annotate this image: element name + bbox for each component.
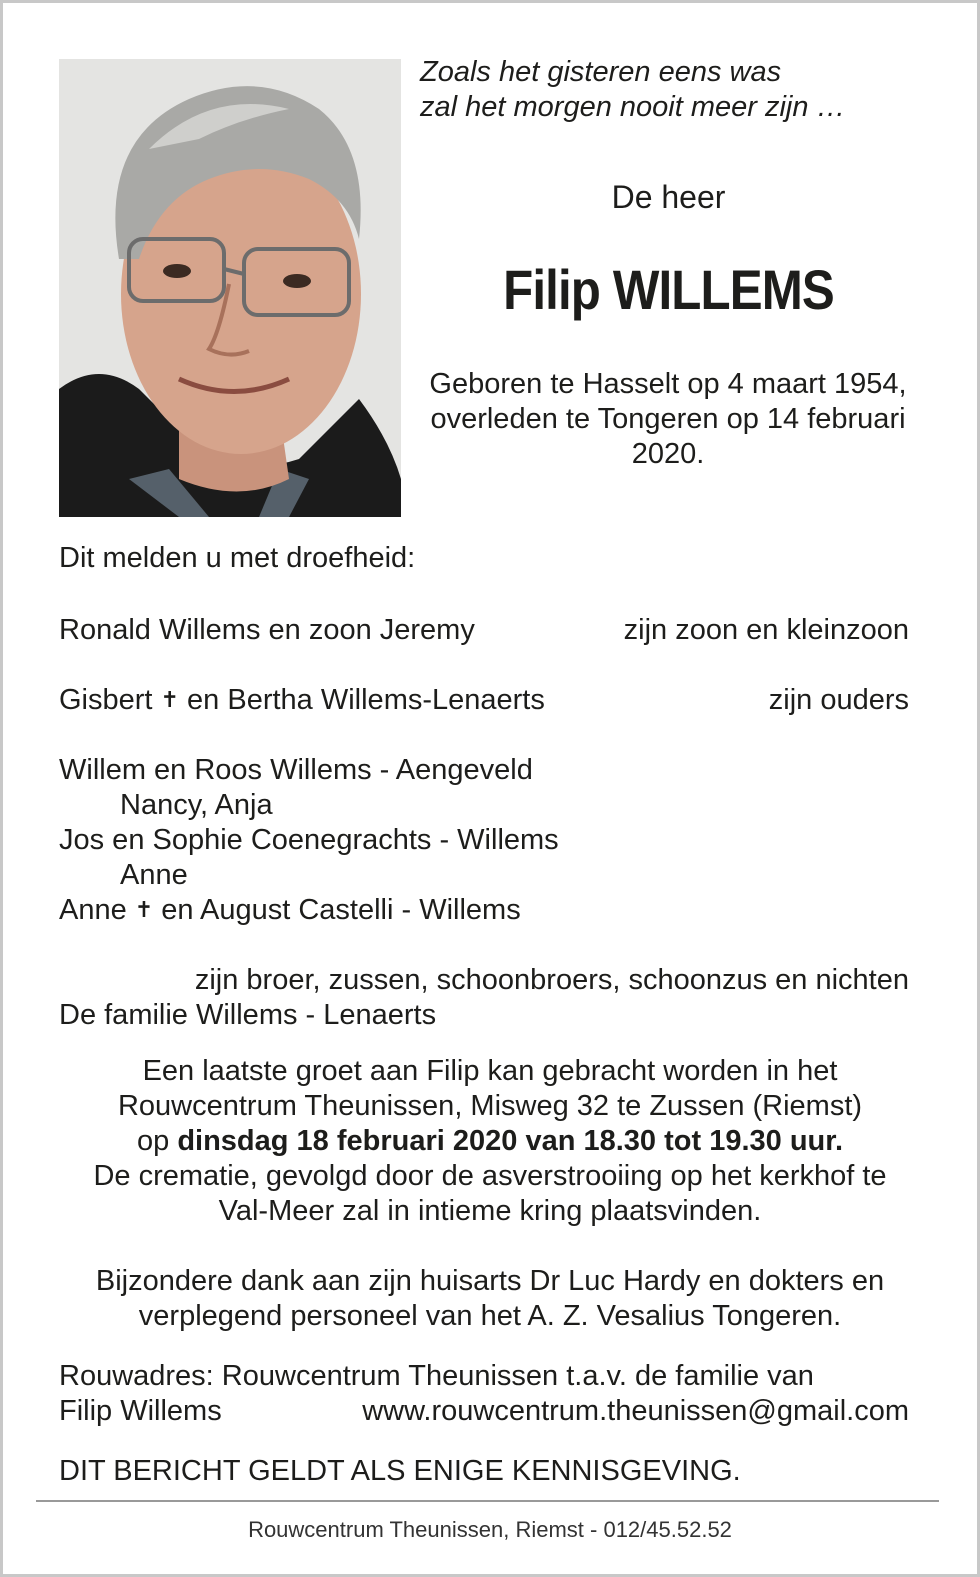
notice-text: DIT BERICHT GELDT ALS ENIGE KENNISGEVING.	[59, 1455, 741, 1487]
quote-line-2: zal het morgen nooit meer zijn …	[420, 91, 846, 123]
address-email[interactable]: www.rouwcentrum.theunissen@gmail.com	[362, 1395, 909, 1427]
quote-line-1: Zoals het gisteren eens was	[420, 56, 782, 88]
deceased-name: Filip WILLEMS	[503, 258, 834, 321]
family-relation-3: zijn broer, zussen, schoonbroers, schoonzus en nichten	[194, 964, 909, 996]
footer-text: Rouwcentrum Theunissen, Riemst - 012/45.52.52	[248, 1517, 732, 1542]
quote	[420, 55, 846, 125]
family-name-1: Ronald Willems en zoon Jeremy	[59, 614, 475, 646]
portrait-photo	[59, 59, 401, 517]
family-line-7	[59, 893, 521, 929]
thanks-text	[33, 1264, 947, 1334]
address-line-1: Rouwadres: Rouwcentrum Theunissen t.a.v. de familie van	[59, 1360, 814, 1392]
farewell-line-1: Een laatste groet aan Filip kan gebracht worden in het	[142, 1055, 838, 1087]
farewell-line-4: De crematie, gevolgd door de asverstrooiing op het kerkhof te	[93, 1160, 887, 1192]
family-relation-2: zijn ouders	[768, 684, 909, 716]
family-line-7b: en August Castelli - Willems	[161, 894, 521, 926]
intro-text: Dit melden u met droefheid:	[59, 542, 416, 574]
farewell-date: dinsdag 18 februari 2020 van 18.30 tot 19.30 uur.	[177, 1125, 843, 1157]
family-line-5: Jos en Sophie Coenegrachts - Willems	[59, 824, 559, 856]
farewell-line-3	[33, 1124, 947, 1159]
address-name: Filip Willems	[59, 1395, 222, 1427]
farewell-line-2: Rouwcentrum Theunissen, Misweg 32 te Zussen (Riemst)	[117, 1090, 863, 1122]
family-line-6: Anne	[120, 859, 188, 891]
family-line-7a: Anne	[59, 894, 127, 926]
family-name-2a: Gisbert	[59, 684, 153, 716]
family-line-3: Willem en Roos Willems - Aengeveld	[59, 754, 533, 786]
family-line-family: De familie Willems - Lenaerts	[59, 999, 437, 1031]
cross-icon: ✝	[160, 687, 179, 712]
thanks-line-1: Bijzondere dank aan zijn huisarts Dr Luc Hardy en dokters en	[95, 1265, 885, 1297]
family-name-2b: en Bertha Willems-Lenaerts	[187, 684, 545, 716]
farewell-line-5: Val-Meer zal in intieme kring plaatsvinden.	[218, 1195, 762, 1227]
farewell-line-3-prefix: op	[136, 1125, 170, 1157]
thanks-line-2: verplegend personeel van het A. Z. Vesalius Tongeren.	[138, 1300, 842, 1332]
family-line-4: Nancy, Anja	[120, 789, 273, 821]
farewell-text	[33, 1054, 947, 1229]
salutation: De heer	[611, 179, 726, 215]
family-relation-1: zijn zoon en kleinzoon	[623, 614, 909, 646]
cross-icon: ✝	[134, 897, 154, 922]
family-name-2	[59, 683, 545, 719]
divider	[36, 1500, 939, 1502]
birth-death-text: Geboren te Hasselt op 4 maart 1954, overleden te Tongeren op 14 februari 2020.	[429, 368, 907, 470]
